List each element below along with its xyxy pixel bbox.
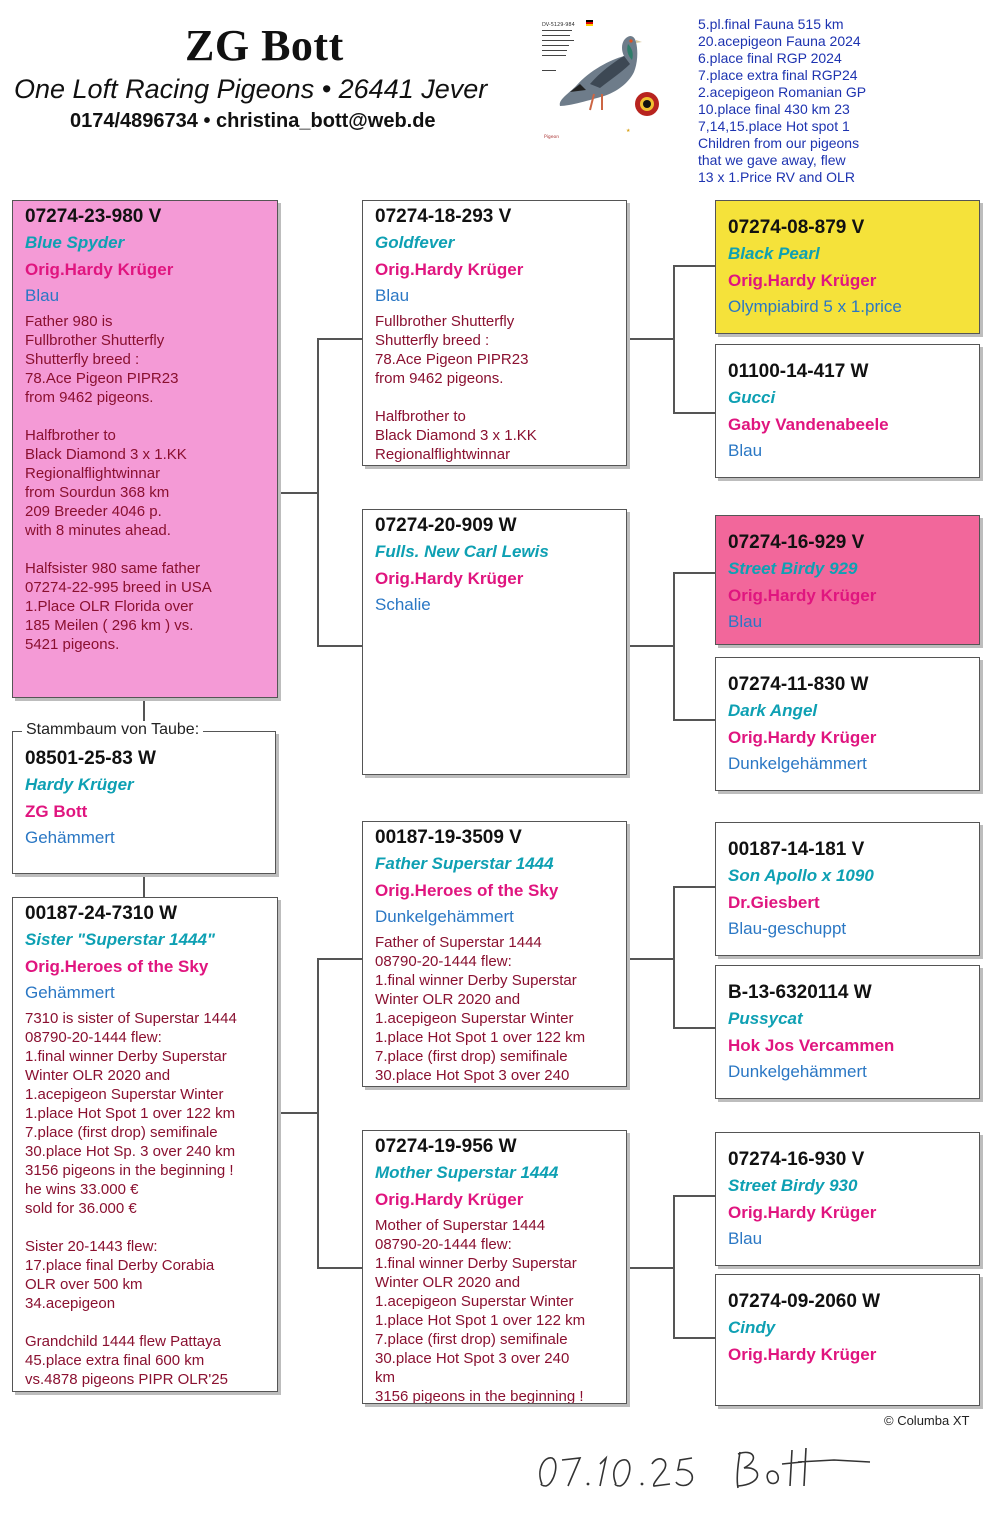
connector-line	[317, 958, 319, 1268]
ring-number: 07274-16-929 V	[728, 532, 865, 553]
pigeon-name: Father Superstar 1444	[375, 854, 554, 873]
note-line: Father of Superstar 1444	[375, 934, 542, 951]
svg-text:Pigeon: Pigeon	[544, 135, 560, 140]
connector-line	[626, 338, 674, 340]
note-line: 1.place Hot Spot 1 over 122 km	[375, 1029, 586, 1046]
note-line: Mother of Superstar 1444	[375, 1217, 546, 1234]
breeder: Orig.Hardy Krüger	[375, 1190, 524, 1209]
great-grandparent-card	[715, 515, 980, 645]
connector-line	[673, 1027, 716, 1029]
pigeon-name: Goldfever	[375, 233, 455, 252]
note-line: 08790-20-1444 flew:	[375, 1236, 512, 1253]
connector-line	[673, 1195, 675, 1338]
grandfather-paternal-card	[362, 200, 627, 466]
svg-text:DV-5129-984: DV-5129-984	[542, 22, 575, 28]
ring-number: 00187-24-7310 W	[25, 903, 178, 924]
grandmother-maternal-card	[362, 1130, 627, 1404]
breeder: Orig.Hardy Krüger	[25, 260, 174, 279]
connector-line	[626, 958, 674, 960]
header-contact: 0174/4896734 • christina_bott@web.de	[70, 110, 436, 132]
breeder: Gaby Vandenabeele	[728, 415, 889, 434]
note-line: from 9462 pigeons.	[375, 370, 504, 387]
pedigree-notes	[375, 1216, 614, 1404]
pigeon-name: Hardy Krüger	[25, 775, 134, 794]
ring-number: 07274-11-830 W	[728, 674, 869, 695]
result-line: 7.place extra final RGP24	[698, 67, 858, 83]
note-line: 1.final winner Derby Superstar	[25, 1048, 227, 1065]
breeder: Orig.Hardy Krüger	[728, 1203, 877, 1222]
pigeon-name: Gucci	[728, 388, 776, 407]
svg-text:★: ★	[626, 128, 631, 134]
ring-number: 07274-16-930 V	[728, 1149, 865, 1170]
note-line: 30.place Hot Spot 3 over 240	[375, 1350, 570, 1367]
note-line: Shutterfly breed :	[25, 351, 140, 368]
ring-number: B-13-6320114 W	[728, 982, 872, 1003]
note-line: 209 Breeder 4046 p.	[25, 503, 162, 520]
pigeon-color: Blau	[728, 612, 763, 631]
pigeon-name: Fulls. New Carl Lewis	[375, 542, 549, 561]
note-line: 3156 pigeons in the beginning !	[25, 1162, 234, 1179]
note-line: 185 Meilen ( 296 km ) vs.	[25, 617, 194, 634]
note-line: 1.place Hot Spot 1 over 122 km	[25, 1105, 236, 1122]
pigeon-name: Son Apollo x 1090	[728, 866, 874, 885]
header-subtitle: One Loft Racing Pigeons • 26441 Jever	[14, 74, 488, 104]
note-line: 07274-22-995 breed in USA	[25, 579, 212, 596]
note-line: 1.acepigeon Superstar Winter	[25, 1086, 224, 1103]
note-line: Father 980 is	[25, 313, 113, 330]
ring-number: 07274-18-293 V	[375, 206, 512, 227]
pigeon-name: Pussycat	[728, 1009, 803, 1028]
breeder: Orig.Hardy Krüger	[375, 569, 524, 588]
subject-card	[12, 731, 276, 874]
note-line: 1.final winner Derby Superstar	[375, 972, 577, 989]
breeder: Orig.Hardy Krüger	[728, 728, 877, 747]
pigeon-photo	[530, 14, 670, 154]
pigeon-name: Sister "Superstar 1444"	[25, 930, 215, 949]
note-line: he wins 33.000 €	[25, 1181, 139, 1198]
ring-number: 07274-09-2060 W	[728, 1291, 881, 1312]
result-line: 10.place final 430 km 23	[698, 101, 850, 117]
note-line: Fullbrother Shutterfly	[25, 332, 165, 349]
pigeon-color: Dunkelgehämmert	[728, 754, 867, 773]
grandmother-paternal-card	[362, 509, 627, 775]
ring-number: 07274-23-980 V	[25, 206, 162, 227]
note-line: 7.place (first drop) semifinale	[25, 1124, 218, 1141]
connector-line	[626, 1267, 674, 1269]
note-line: 30.place Hot Spot 3 over 240	[375, 1067, 570, 1084]
ring-number: 07274-19-956 W	[375, 1136, 517, 1157]
note-line	[25, 1313, 265, 1332]
pigeon-name: Black Pearl	[728, 244, 820, 263]
result-line: 5.pl.final Fauna 515 km	[698, 16, 844, 32]
note-line: from Sourdun 368 km	[25, 484, 170, 501]
note-line: 34.acepigeon	[25, 1295, 116, 1312]
great-grandparent-card	[715, 344, 980, 478]
note-line: with 8 minutes ahead.	[25, 522, 171, 539]
connector-line	[317, 338, 363, 340]
connector-line	[277, 492, 318, 494]
note-line: 08790-20-1444 flew:	[375, 953, 512, 970]
page-title: ZG Bott	[185, 21, 344, 70]
connector-line	[673, 265, 675, 413]
great-grandparent-card	[715, 657, 980, 791]
pedigree-label: Stammbaum von Taube:	[22, 721, 203, 739]
connector-line	[143, 873, 145, 898]
pigeon-color: Schalie	[375, 595, 431, 614]
breeder: Orig.Heroes of the Sky	[25, 957, 209, 976]
note-line: sold for 36.000 €	[25, 1200, 137, 1217]
note-line: Shutterfly breed :	[375, 332, 490, 349]
connector-line	[673, 1337, 716, 1339]
note-line: Halfbrother to	[375, 408, 466, 425]
pigeon-name: Cindy	[728, 1318, 776, 1337]
note-line: 78.Ace Pigeon PIPR23	[25, 370, 179, 387]
pigeon-color: Blau	[728, 1229, 763, 1248]
pigeon-color: Dunkelgehämmert	[375, 907, 514, 926]
result-line: 20.acepigeon Fauna 2024	[698, 33, 861, 49]
pigeon-color: Gehämmert	[25, 983, 115, 1002]
connector-line	[317, 645, 363, 647]
connector-line	[317, 1267, 363, 1269]
great-grandparent-card	[715, 1274, 980, 1406]
note-line	[25, 407, 265, 426]
great-grandparent-card	[715, 965, 980, 1099]
mother-card	[12, 897, 278, 1392]
father-card	[12, 200, 278, 698]
note-line: Regionalflightwinnar	[25, 465, 161, 482]
ring-number: 00187-14-181 V	[728, 839, 865, 860]
note-line: Sister 20-1443 flew:	[25, 1238, 158, 1255]
note-line: 5421 pigeons.	[25, 636, 120, 653]
pedigree-notes	[375, 312, 614, 464]
pigeon-name: Mother Superstar 1444	[375, 1163, 559, 1182]
grandfather-maternal-card	[362, 821, 627, 1087]
note-line: Black Diamond 3 x 1.KK	[375, 427, 537, 444]
note-line: from 9462 pigeons.	[25, 389, 154, 406]
note-line: OLR over 500 km	[25, 1276, 143, 1293]
note-line: km	[375, 1369, 395, 1386]
note-line: Winter OLR 2020 and	[375, 991, 521, 1008]
copyright: © Columba XT	[884, 1413, 970, 1428]
connector-line	[626, 645, 674, 647]
pigeon-color: Dunkelgehämmert	[728, 1062, 867, 1081]
pigeon-color: Gehämmert	[25, 828, 115, 847]
note-line: Halfbrother to	[25, 427, 116, 444]
great-grandparent-card	[715, 822, 980, 956]
breeder: Orig.Hardy Krüger	[728, 271, 877, 290]
pedigree-notes	[25, 1009, 265, 1389]
note-line: Regionalflightwinnar	[375, 446, 511, 463]
pigeon-name: Street Birdy 929	[728, 559, 858, 578]
connector-line	[673, 265, 716, 267]
note-line	[25, 1218, 265, 1237]
pedigree-notes	[25, 312, 265, 654]
connector-line	[317, 338, 319, 646]
pigeon-color: Blau-geschuppt	[728, 919, 847, 938]
note-line: Winter OLR 2020 and	[25, 1067, 171, 1084]
result-line: 7,14,15.place Hot spot 1	[698, 118, 850, 134]
note-line: 45.place extra final 600 km	[25, 1352, 205, 1369]
result-line: 2.acepigeon Romanian GP	[698, 84, 867, 100]
connector-line	[673, 572, 675, 720]
great-grandparent-card	[715, 1132, 980, 1266]
result-line: 6.place final RGP 2024	[698, 50, 842, 66]
note-line: 1.final winner Derby Superstar	[375, 1255, 577, 1272]
breeder: Dr.Giesbert	[728, 893, 820, 912]
note-line: Winter OLR 2020 and	[375, 1274, 521, 1291]
ring-number: 07274-08-879 V	[728, 217, 865, 238]
note-line: 78.Ace Pigeon PIPR23	[375, 351, 529, 368]
connector-line	[277, 1112, 318, 1114]
note-line: 1.acepigeon Superstar Winter	[375, 1010, 574, 1027]
pigeon-color: Olympiabird 5 x 1.price	[728, 297, 902, 316]
note-line	[25, 540, 265, 559]
ring-number: 07274-20-909 W	[375, 515, 517, 536]
breeder: Orig.Heroes of the Sky	[375, 881, 559, 900]
note-line: 1.place Hot Spot 1 over 122 km	[375, 1312, 586, 1329]
note-line: Fullbrother Shutterfly	[375, 313, 515, 330]
great-grandparent-card	[715, 200, 980, 334]
note-line: Black Diamond 3 x 1.KK	[25, 446, 187, 463]
breeder: Orig.Hardy Krüger	[375, 260, 524, 279]
connector-line	[317, 958, 363, 960]
note-line: 30.place Hot Sp. 3 over 240 km	[25, 1143, 236, 1160]
breeder: ZG Bott	[25, 802, 88, 821]
pigeon-color: Blau	[25, 286, 60, 305]
note-line: 7.place (first drop) semifinale	[375, 1331, 568, 1348]
result-line: that we gave away, flew	[698, 152, 846, 168]
ring-number: 00187-19-3509 V	[375, 827, 522, 848]
connector-line	[673, 886, 716, 888]
connector-line	[673, 719, 716, 721]
note-line	[375, 388, 614, 407]
note-line: 08790-20-1444 flew:	[25, 1029, 162, 1046]
note-line: 7.place (first drop) semifinale	[375, 1048, 568, 1065]
connector-line	[673, 886, 675, 1028]
breeder: Hok Jos Vercammen	[728, 1036, 895, 1055]
result-line: 13 x 1.Price RV and OLR	[698, 169, 855, 185]
connector-line	[673, 412, 716, 414]
pigeon-name: Dark Angel	[728, 701, 818, 720]
pigeon-name: Street Birdy 930	[728, 1176, 858, 1195]
note-line: vs.4878 pigeons PIPR OLR'25	[25, 1371, 228, 1388]
pedigree-notes	[375, 933, 614, 1085]
connector-line	[673, 572, 716, 574]
ring-number: 08501-25-83 W	[25, 748, 156, 769]
note-line: 1.acepigeon Superstar Winter	[375, 1293, 574, 1310]
pigeon-name: Blue Spyder	[25, 233, 125, 252]
handwritten-signature	[534, 1440, 874, 1500]
result-line: Children from our pigeons	[698, 135, 860, 151]
results-list	[698, 16, 866, 186]
ring-number: 01100-14-417 W	[728, 361, 869, 382]
pigeon-color: Blau	[375, 286, 410, 305]
note-line: 3156 pigeons in the beginning !	[375, 1388, 584, 1404]
note-line: Halfsister 980 same father	[25, 560, 201, 577]
note-line: Grandchild 1444 flew Pattaya	[25, 1333, 221, 1350]
pigeon-color: Blau	[728, 441, 763, 460]
note-line: 17.place final Derby Corabia	[25, 1257, 215, 1274]
note-line: 1.Place OLR Florida over	[25, 598, 194, 615]
breeder: Orig.Hardy Krüger	[728, 586, 877, 605]
breeder: Orig.Hardy Krüger	[728, 1345, 877, 1364]
note-line: 7310 is sister of Superstar 1444	[25, 1010, 237, 1027]
connector-line	[673, 1195, 716, 1197]
